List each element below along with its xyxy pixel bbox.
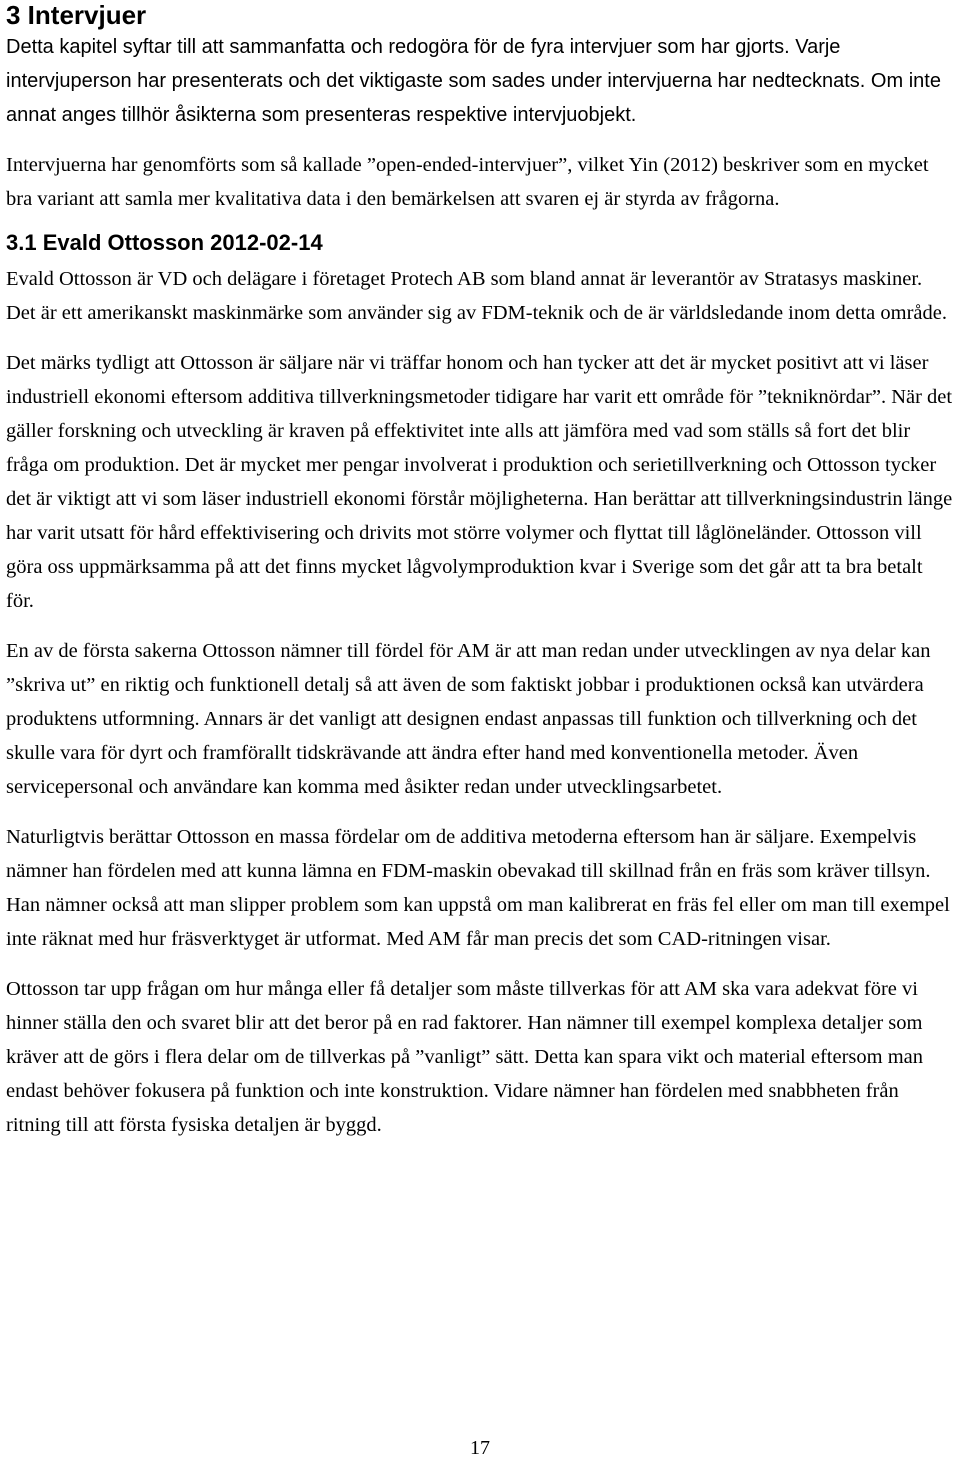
- method-paragraph: Intervjuerna har genomförts som så kallade ”open-ended-intervjuer”, vilket Yin (2012) beskriver som en mycket bra variant att samla mer kvalitativa data i den bemärkelsen att svaren ej är styrda av frågorna.: [6, 154, 929, 210]
- page-number: 17: [470, 1437, 490, 1459]
- chapter-heading: 3 Intervjuer: [6, 0, 147, 30]
- body-paragraph: Naturligtvis berättar Ottosson en massa fördelar om de additiva metoderna eftersom han är säljare. Exempelvis nämner han fördelen med att kunna lämna en FDM-maskin obevakad till skillnad från en fräs som kräver tillsyn. Han nämner också att man slipper problem som kan uppstå om man kalibrerat en fräs fel eller om man till exempel inte räknat med hur fräsverktyget är utformat. Med AM får man precis det som CAD-ritningen visar.: [6, 826, 950, 950]
- intro-paragraph: Detta kapitel syftar till att sammanfatta och redogöra för de fyra intervjuer som har gjorts. Varje intervjuperson har presenterats och det viktigaste som sades under intervjuerna har nedtecknats. Om inte annat anges tillhör åsikterna som presenteras respektive intervjuobjekt.: [6, 36, 941, 126]
- document-page: [6, 0, 954, 1142]
- body-paragraph: En av de första sakerna Ottosson nämner till fördel för AM är att man redan under utvecklingen av nya delar kan ”skriva ut” en riktig och funktionell detalj så att även de som faktiskt jobbar i produktionen också kan utvärdera produktens utformning. Annars är det vanligt att designen endast anpassas till funktion och tillverkning och det skulle vara för dyrt och framförallt tidskrävande att ändra efter hand med konventionella metoder. Även servicepersonal och användare kan komma med åsikter redan under utvecklingsarbetet.: [6, 640, 931, 798]
- body-paragraph: Ottosson tar upp frågan om hur många eller få detaljer som måste tillverkas för att AM ska vara adekvat före vi hinner ställa den och svaret blir att det beror på en rad faktorer. Han nämner till exempel komplexa detaljer som kräver att de görs i flera delar om de tillverkas på ”vanligt” sätt. Detta kan spara vikt och material eftersom man endast behöver fokusera på funktion och inte konstruktion. Vidare nämner han fördelen med snabbheten från ritning till att första fysiska detaljen är byggd.: [6, 978, 924, 1136]
- section-heading: 3.1 Evald Ottosson 2012-02-14: [6, 230, 323, 255]
- body-paragraph: Evald Ottosson är VD och delägare i företaget Protech AB som bland annat är leverantör av Stratasys maskiner. Det är ett amerikanskt maskinmärke som använder sig av FDM-teknik och de är världsledande inom detta område.: [6, 268, 947, 324]
- body-paragraph: Det märks tydligt att Ottosson är säljare när vi träffar honom och han tycker att det är mycket positivt att vi läser industriell ekonomi eftersom additiva tillverkningsmetoder tidigare har varit ett område för ”tekniknördar”. När det gäller forskning och utveckling är kraven på effektivitet inte alls att jämföra med vad som ställs så fort det blir fråga om produktion. Det är mycket mer pengar involverat i produktion och serietillverkning och Ottosson tycker det är viktigt att vi som läser industriell ekonomi förstår möjligheterna. Han berättar att tillverkningsindustrin länge har varit utsatt för hård effektivisering och drivits mot större volymer och flyttat till låglöneländer. Ottosson vill göra oss uppmärksamma på att det finns mycket lågvolymproduktion kvar i Sverige som det går att ta bra betalt för.: [6, 352, 953, 612]
